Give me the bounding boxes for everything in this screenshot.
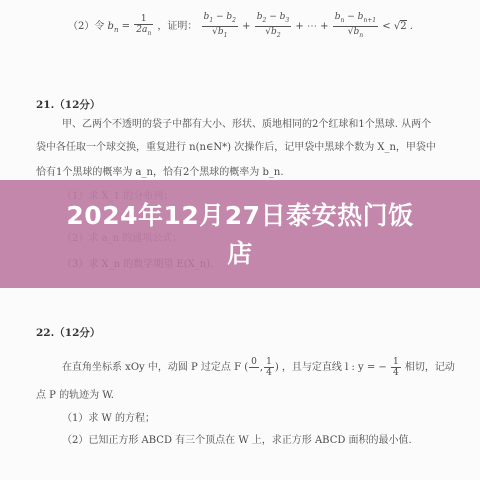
banner-title-line-1: 2024年12月27日泰安热门饭 [66, 201, 414, 230]
question-22-sub2: （2）已知正方形 ABCD 有三个顶点在 W 上，求正方形 ABCD 面积的最小值. [62, 435, 412, 446]
banner-title [0, 197, 480, 273]
question-21-number: 21.（12分） [36, 99, 101, 111]
banner-title-line-2: 店 [227, 239, 253, 268]
fraction: $\frac{1}{2a_n}$ [136, 13, 152, 37]
question-22-text-line-2: 点 P 的轨迹为 W. [36, 390, 114, 401]
q20-part2-line: （2）令 $b_n$ = $\frac{1}{2a_n}$ ，证明： $\frac{b_1 - b_2}{√b_1}$ + $\frac{b_2 - b_3}{√b_2}$ + ⋯ + $\frac{b_n - b_{n+1}}{√b_n}$ < √2 . [68, 12, 413, 39]
question-22-text-line-1: 在直角坐标系 xOy 中，动圆 P 过定点 F ( 0 , $\frac{1}{4}$ ) ，且与定直线 l : y = − $\frac{1}{4}$ 相切，记动 [62, 357, 455, 378]
question-21-text-line-2: 袋中各任取一个球交换，重复进行 n(n∈N*) 次操作后，记甲袋中黑球个数为 X_n，甲袋中 [36, 142, 436, 153]
question-21-text-line-1: 甲、乙两个不透明的袋子中都有大小、形状、质地相同的2个红球和1个黑球. 从两个 [62, 119, 432, 130]
question-22-sub1: （1）求 W 的方程； [62, 413, 155, 424]
question-22-number: 22.（12分） [36, 327, 101, 339]
question-21-text-line-3: 恰有1个黑球的概率为 a_n，恰有2个黑球的概率为 b_n. [36, 167, 284, 178]
